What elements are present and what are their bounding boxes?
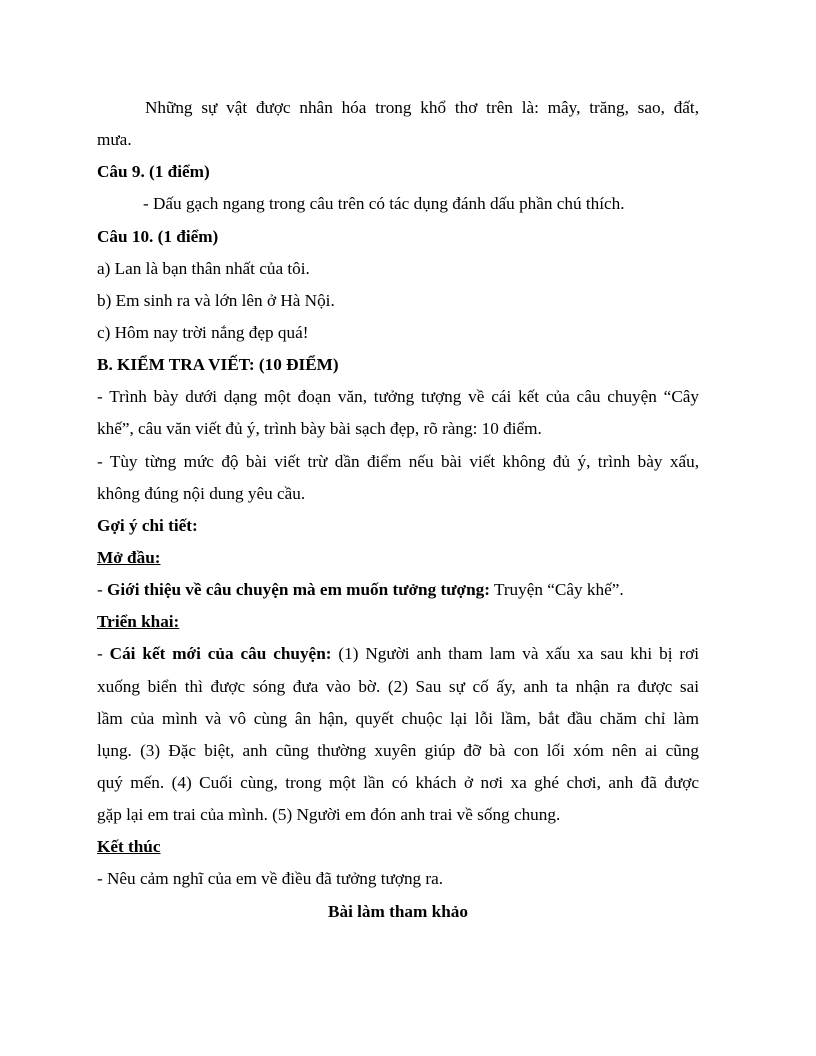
section-b-p2-line-1: - Tùy từng mức độ bài viết trừ dần điểm nếu bài viết không đủ ý, trình bày xấu,: [97, 451, 699, 471]
ending-heading-row: [97, 831, 699, 863]
section-b-p1-line-2: khế”, câu văn viết đủ ý, trình bày bài sạch đẹp, rõ ràng: 10 điểm.: [97, 419, 542, 439]
intro-line-1: Những sự vật được nhân hóa trong khổ thơ trên là: mây, trăng, sao, đất,: [145, 98, 699, 117]
opening-line: [97, 574, 699, 606]
body-line-6: gặp lại em trai của mình. (5) Người em đón anh trai về sống chung.: [97, 805, 561, 825]
body-dash: -: [97, 644, 110, 664]
body-heading: Triển khai:: [97, 612, 180, 632]
question-10-answer-b: b) Em sinh ra và lớn lên ở Hà Nội.: [97, 290, 335, 310]
opening-text: Truyện “Cây khế”.: [489, 580, 624, 600]
intro-line-2: mưa.: [97, 130, 132, 150]
sample-essay-title: Bài làm tham khảo: [328, 901, 468, 921]
question-10-answer-c: c) Hôm nay trời nắng đẹp quá!: [97, 322, 309, 342]
body-line-2: xuống biển thì được sóng đưa vào bờ. (2) Sau sự cố ấy, anh ta nhận ra được sai: [97, 676, 699, 696]
opening-dash: -: [97, 580, 108, 600]
question-10-answer-a: a) Lan là bạn thân nhất của tôi.: [97, 258, 310, 278]
body-line-1: [97, 638, 699, 670]
body-line-5: quý mến. (4) Cuối cùng, trong một lần có khách ở nơi xa ghé chơi, anh đã được: [97, 772, 699, 792]
ending-text: - Nêu cảm nghĩ của em về điều đã tưởng tượng ra.: [97, 869, 444, 889]
opening-heading: Mở đầu:: [97, 547, 161, 567]
body-label: Cái kết mới của câu chuyện:: [109, 644, 332, 664]
question-10-heading: Câu 10. (1 điểm): [97, 226, 219, 246]
section-b-p2-line-2: không đúng nội dung yêu cầu.: [97, 483, 306, 503]
body-line-4: lụng. (3) Đặc biệt, anh cũng thường xuyên giúp đỡ bà con lối xóm nên ai cũng: [97, 740, 699, 760]
question-9-heading: Câu 9. (1 điểm): [97, 162, 210, 182]
question-9-answer: - Dấu gạch ngang trong câu trên có tác dụng đánh dấu phần chú thích.: [143, 194, 625, 214]
hints-heading: Gợi ý chi tiết:: [97, 515, 198, 535]
opening-heading-row: [97, 542, 699, 574]
section-b-p1-line-1: - Trình bày dưới dạng một đoạn văn, tưởng tượng về cái kết của câu chuyện “Cây: [97, 387, 699, 407]
body-heading-row: [97, 606, 699, 638]
ending-heading: Kết thúc: [97, 837, 161, 857]
body-line-1-text: (1) Người anh tham lam và xấu xa sau khi bị rơi: [331, 644, 699, 664]
opening-label: Giới thiệu về câu chuyện mà em muốn tưởng tượng:: [107, 580, 490, 600]
body-line-3: lầm của mình và vô cùng ân hận, quyết chuộc lại lỗi lầm, bắt đầu chăm chỉ làm: [97, 708, 699, 728]
document-page: [97, 92, 699, 928]
section-b-heading: B. KIỂM TRA VIẾT: (10 ĐIỂM): [97, 355, 339, 375]
